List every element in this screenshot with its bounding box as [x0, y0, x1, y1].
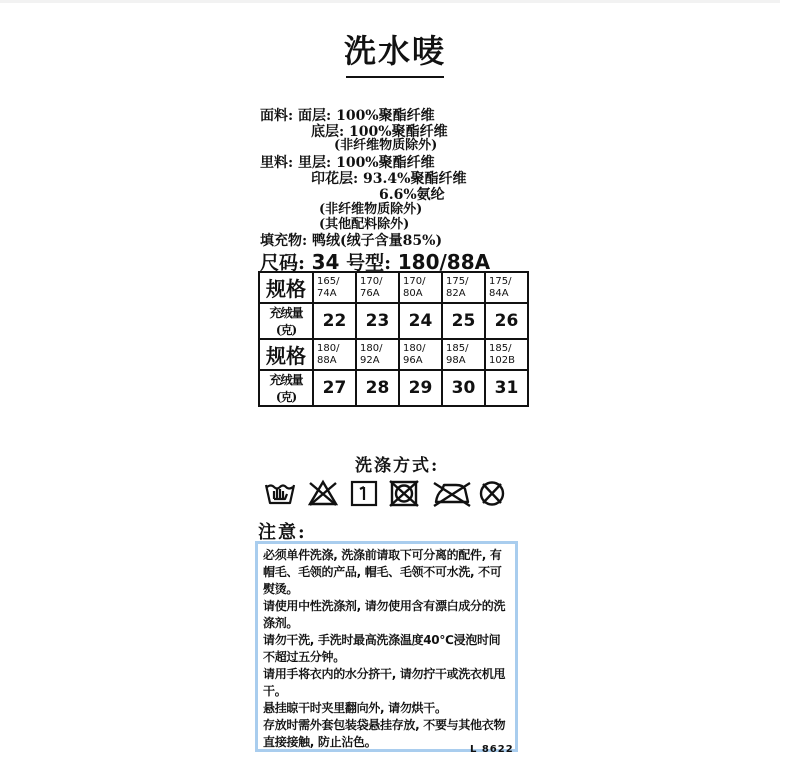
composition-lining: 里料: 里层: 100%聚酯纤维 [260, 155, 435, 171]
wash-method-title: 洗涤方式: [355, 456, 440, 476]
weight-cell: 30 [442, 370, 485, 406]
weight-cell: 22 [313, 303, 356, 339]
table-row [259, 272, 528, 303]
composition-lining-spandex: 6.6%氨纶 [379, 187, 445, 203]
size-table [258, 271, 529, 407]
do-not-bleach-icon [310, 482, 336, 505]
table-row [259, 303, 528, 339]
label-code: L 8622 [470, 744, 514, 755]
weight-header: 充绒量(克) [259, 303, 313, 339]
type-value: 180/88A [397, 250, 491, 274]
weight-cell: 23 [356, 303, 399, 339]
care-notes-box [255, 541, 518, 752]
note-paragraph: 悬挂晾干时夹里翻向外, 请勿烘干。 [263, 701, 447, 715]
note-paragraph: 请勿干洗, 手洗时最高洗涤温度40℃浸泡时间不超过五分钟。 [263, 633, 501, 664]
note-paragraph: 请用手将衣内的水分挤干, 请勿拧干或洗衣机甩干。 [263, 667, 506, 698]
composition-fabric-note: (非纤维物质除外) [334, 138, 438, 153]
weight-cell: 31 [485, 370, 528, 406]
weight-cell: 26 [485, 303, 528, 339]
composition-lining-note-1: (非纤维物质除外) [319, 202, 423, 217]
table-row [259, 339, 528, 370]
care-symbols [264, 477, 514, 509]
composition-lining-print: 印花层: 93.4%聚酯纤维 [311, 171, 467, 187]
note-title: 注意: [258, 522, 307, 543]
weight-header: 充绒量(克) [259, 370, 313, 406]
weight-cell: 24 [399, 303, 442, 339]
weight-cell: 29 [399, 370, 442, 406]
size-value: 34 [311, 250, 340, 274]
do-not-dry-clean-icon [481, 483, 503, 505]
do-not-iron-icon [434, 483, 470, 506]
line-dry-icon [352, 482, 376, 505]
composition-fabric-base: 底层: 100%聚酯纤维 [311, 124, 448, 140]
table-row [259, 370, 528, 406]
weight-cell: 27 [313, 370, 356, 406]
size-label: 尺码: [260, 252, 306, 274]
spec-cell: 180/ 88A [313, 339, 356, 370]
title-underline [346, 76, 444, 78]
composition-lining-note-2: (其他配料除外) [319, 217, 410, 232]
spec-cell: 180/ 92A [356, 339, 399, 370]
spec-cell: 175/ 82A [442, 272, 485, 303]
note-paragraph: 请使用中性洗涤剂, 请勿使用含有漂白成分的洗涤剂。 [263, 599, 506, 630]
composition-filling: 填充物: 鸭绒(绒子含量85%) [260, 233, 443, 249]
composition-fabric-outer: 面料: 面层: 100%聚酯纤维 [260, 108, 435, 124]
weight-cell: 25 [442, 303, 485, 339]
spec-header: 规格 [259, 272, 313, 303]
hand-wash-icon [266, 485, 294, 503]
spec-cell: 185/ 98A [442, 339, 485, 370]
top-divider [0, 0, 780, 3]
spec-header: 规格 [259, 339, 313, 370]
weight-cell: 28 [356, 370, 399, 406]
spec-cell: 185/ 102B [485, 339, 528, 370]
note-paragraph: 存放时需外套包装袋悬挂存放, 不要与其他衣物直接接触, 防止沾色。 [263, 718, 506, 749]
page-title: 洗水唛 [343, 32, 446, 70]
do-not-tumble-dry-icon [390, 481, 418, 506]
spec-cell: 180/ 96A [399, 339, 442, 370]
spec-cell: 175/ 84A [485, 272, 528, 303]
spec-cell: 165/ 74A [313, 272, 356, 303]
spec-cell: 170/ 76A [356, 272, 399, 303]
note-paragraph: 必须单件洗涤, 洗涤前请取下可分离的配件, 有帽毛、毛领的产品, 帽毛、毛领不可水洗, 不可熨烫。 [263, 548, 502, 596]
spec-cell: 170/ 80A [399, 272, 442, 303]
type-label: 号型: [346, 252, 392, 274]
